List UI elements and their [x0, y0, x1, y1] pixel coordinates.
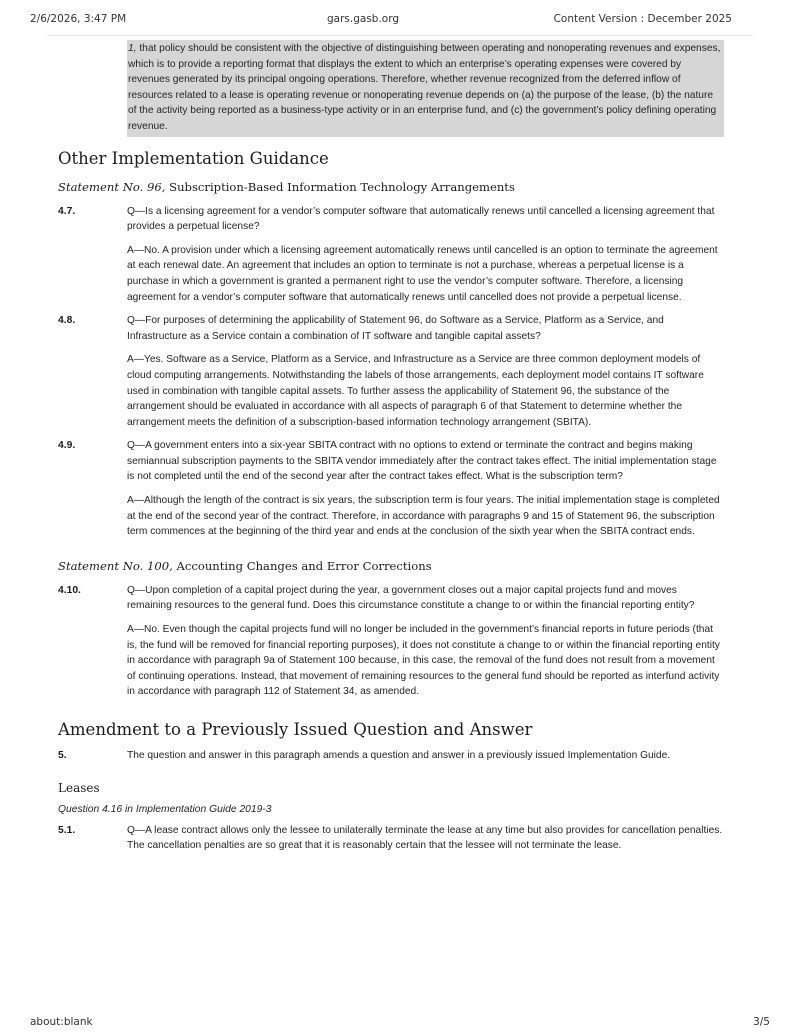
paragraph-number: 4.9.	[58, 440, 76, 452]
paragraph-text: The question and answer in this paragraph amends a question and answer in a previously issued Implementation Guide.	[127, 750, 671, 761]
intro-text: that policy should be consistent with the objective of distinguishing between operating and nonoperating revenues and expenses, which is to provide a reporting format that displays the extent to which an enterprise’s operating expenses were covered by revenues generated by its principal ongoing operations. Therefore, whether revenue recognized from the deferred inflow of resources related to a lease is operating revenue or nonoperating revenue depends on (a) the purpose of the lease, (b) the nature of the activity being reported as a business-type activity or in an enterprise fund, and (c) the government’s policy defining operating revenue.	[128, 43, 721, 132]
section-heading-other-guidance: Other Implementation Guidance	[58, 148, 329, 168]
statement-100-ref: Statement No. 100,	[58, 558, 173, 573]
question-text: Q—Upon completion of a capital project during the year, a government closes out a major capital projects fund and moves remaining resources to the general fund. Does this circumstance constitute a change to or within the financial reporting entity?	[127, 584, 695, 612]
paragraph-number: 4.10.	[58, 584, 81, 596]
statement-100-title: Accounting Changes and Error Corrections	[172, 558, 432, 573]
statement-96-ref: Statement No. 96,	[58, 179, 166, 194]
paragraph-number: 5.1.	[58, 824, 76, 836]
print-page-number: 3/5	[753, 1016, 770, 1028]
paragraph-number: 4.8.	[58, 315, 76, 327]
document-body	[58, 40, 724, 862]
answer-text: A—No. A provision under which a licensing agreement automatically renews until cancelled is an option to terminate the agreement at each renewal date. An agreement that includes an option to terminate is not a purchase, whereas a perpetual license is a purchase in which a government is granted a permanent right to use the vendor’s computer software. Therefore, a licensing agreement for a vendor’s computer software that automatically renews until cancelled does not provide a perpetual license.	[127, 244, 718, 303]
qa-4-9	[58, 438, 724, 548]
print-content-version: Content Version : December 2025	[553, 13, 732, 25]
question-text: Q—A government enters into a six-year SBITA contract with no options to extend or terminate the contract and begins making semiannual subscription payments to the SBITA vendor immediately after the contract takes effect. The initial implementation stage is not completed until the end of the second year after the contract takes effect. What is the subscription term?	[127, 440, 717, 483]
print-url: about:blank	[30, 1016, 93, 1028]
paragraph-5	[58, 748, 724, 772]
qa-4-10	[58, 583, 724, 708]
answer-text: A—No. Even though the capital projects fund will no longer be included in the government’s financial reports in future periods (that is, the fund will be removed for financial reporting purposes), it does not constitute a change to or within the financial reporting entity in accordance with paragraph 9a of Statement 100 because, in this case, the removal of the fund does not result from a movement of continuing operations. Instead, that movement of remaining resources to the general fund should be reported as interfund activity in accordance with paragraph 112 of Statement 34, as amended.	[127, 624, 720, 698]
answer-text: A—Yes. Software as a Service, Platform as a Service, and Infrastructure as a Service are three common deployment models of cloud computing arrangements. Notwithstanding the labels of those arrangements, each deployment model contains IT software used in combination with tangible capital assets. To further assess the applicability of Statement 96, the substance of the arrangement should be evaluated in accordance with all aspects of paragraph 6 of that Statement to determine whether the arrangement meets the definition of a subscription-based information technology arrangement (SBITA).	[127, 354, 704, 428]
question-text: Q—Is a licensing agreement for a vendor’s computer software that automatically renews until cancelled a licensing agreement that provides a perpetual license?	[127, 205, 715, 233]
statement-100-heading	[58, 558, 724, 574]
section-heading-amendment: Amendment to a Previously Issued Question and Answer	[58, 720, 533, 739]
print-site: gars.gasb.org	[327, 13, 400, 25]
print-datetime: 2/6/2026, 3:47 PM	[30, 13, 127, 25]
qa-5-1	[58, 823, 724, 862]
header-divider	[47, 35, 753, 36]
question-text: Q—A lease contract allows only the lessee to unilaterally terminate the lease at any time but also provides for cancellation penalties. The cancellation penalties are so great that it is reasonably certain that the lessee will not terminate the lease.	[127, 824, 723, 852]
topic-heading-leases: Leases	[58, 780, 100, 795]
subtopic-question-reference: Question 4.16 in Implementation Guide 2019-3	[58, 803, 272, 815]
statement-96-heading	[58, 179, 724, 195]
question-text: Q—For purposes of determining the applicability of Statement 96, do Software as a Service, Platform as a Service, and Infrastructure as a Service contain a combination of IT software and tangible capital assets?	[127, 315, 664, 342]
qa-4-8	[58, 313, 724, 438]
paragraph-number: 5.	[58, 750, 67, 761]
highlighted-intro-paragraph	[127, 40, 724, 137]
answer-text: A—Although the length of the contract is six years, the subscription term is four years. The initial implementation stage is completed at the end of the second year of the contract. Therefore, in accordance with paragraphs 9 and 15 of Statement 96, the subscription term commences at the beginning of the third year and ends at the conclusion of the sixth year when the SBITA contract ends.	[127, 495, 720, 538]
paragraph-number: 4.7.	[58, 205, 76, 217]
qa-4-7	[58, 204, 724, 314]
intro-ref: 1,	[128, 43, 137, 54]
statement-96-title: Subscription-Based Information Technology Arrangements	[165, 179, 515, 194]
